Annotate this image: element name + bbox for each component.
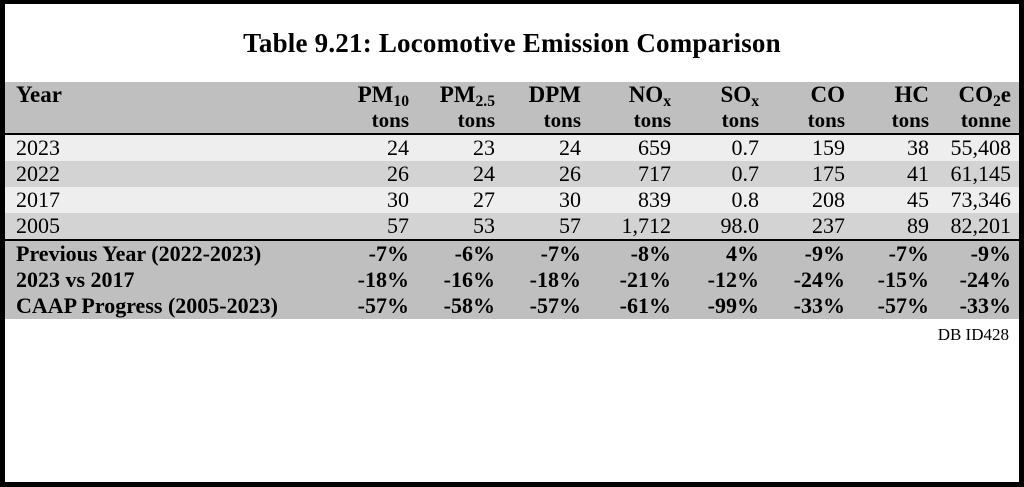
cell-sox: 98.0	[679, 213, 767, 240]
cell-pm10: 57	[335, 213, 417, 240]
table-units-row	[5, 108, 1019, 134]
units-pm25: tons	[417, 108, 503, 134]
header-pm10: $PM_{10}$	[335, 82, 417, 108]
emissions-table	[5, 82, 1019, 319]
table-row	[5, 213, 1019, 240]
summary-sox: -12%	[679, 267, 767, 293]
row-year: 2023	[5, 134, 335, 161]
cell-hc: 89	[853, 213, 937, 240]
summary-pm10: -57%	[335, 293, 417, 319]
summary-sox: -99%	[679, 293, 767, 319]
summary-label: 2023 vs 2017	[5, 267, 335, 293]
summary-co2e: -33%	[937, 293, 1019, 319]
summary-pm25: -58%	[417, 293, 503, 319]
cell-sox: 0.8	[679, 187, 767, 213]
summary-row-previous-year	[5, 240, 1019, 267]
row-year: 2017	[5, 187, 335, 213]
row-year: 2005	[5, 213, 335, 240]
summary-co2e: -9%	[937, 240, 1019, 267]
header-co: CO	[767, 82, 853, 108]
table-header-row	[5, 82, 1019, 108]
summary-co2e: -24%	[937, 267, 1019, 293]
cell-dpm: 24	[503, 134, 589, 161]
title-area	[5, 4, 1019, 82]
cell-co2e: 61,145	[937, 161, 1019, 187]
table-row	[5, 187, 1019, 213]
summary-pm10: -7%	[335, 240, 417, 267]
header-hc: HC	[853, 82, 937, 108]
header-pm25: $PM_{2.5}$	[417, 82, 503, 108]
units-co: tons	[767, 108, 853, 134]
summary-row-2023-vs-2017	[5, 267, 1019, 293]
summary-label: Previous Year (2022-2023)	[5, 240, 335, 267]
cell-dpm: 30	[503, 187, 589, 213]
cell-pm25: 24	[417, 161, 503, 187]
cell-nox: 1,712	[589, 213, 679, 240]
cell-hc: 41	[853, 161, 937, 187]
summary-hc: -15%	[853, 267, 937, 293]
row-year: 2022	[5, 161, 335, 187]
cell-co2e: 73,346	[937, 187, 1019, 213]
cell-sox: 0.7	[679, 134, 767, 161]
cell-pm10: 24	[335, 134, 417, 161]
cell-sox: 0.7	[679, 161, 767, 187]
cell-pm10: 26	[335, 161, 417, 187]
summary-hc: -57%	[853, 293, 937, 319]
summary-pm10: -18%	[335, 267, 417, 293]
cell-dpm: 57	[503, 213, 589, 240]
cell-nox: 659	[589, 134, 679, 161]
cell-co: 208	[767, 187, 853, 213]
cell-nox: 839	[589, 187, 679, 213]
cell-pm25: 27	[417, 187, 503, 213]
units-spacer	[5, 108, 335, 134]
summary-label: CAAP Progress (2005-2023)	[5, 293, 335, 319]
units-sox: tons	[679, 108, 767, 134]
cell-nox: 717	[589, 161, 679, 187]
cell-pm10: 30	[335, 187, 417, 213]
cell-co: 237	[767, 213, 853, 240]
summary-pm25: -6%	[417, 240, 503, 267]
summary-dpm: -7%	[503, 240, 589, 267]
cell-hc: 38	[853, 134, 937, 161]
cell-dpm: 26	[503, 161, 589, 187]
summary-co: -9%	[767, 240, 853, 267]
summary-dpm: -18%	[503, 267, 589, 293]
cell-pm25: 53	[417, 213, 503, 240]
units-dpm: tons	[503, 108, 589, 134]
summary-hc: -7%	[853, 240, 937, 267]
summary-nox: -61%	[589, 293, 679, 319]
units-co2e: tonne	[937, 108, 1019, 134]
summary-dpm: -57%	[503, 293, 589, 319]
page-title: Table 9.21: Locomotive Emission Comparison	[243, 27, 781, 58]
cell-pm25: 23	[417, 134, 503, 161]
units-hc: tons	[853, 108, 937, 134]
header-year: Year	[5, 82, 335, 108]
header-sox: $SO_x$	[679, 82, 767, 108]
summary-nox: -8%	[589, 240, 679, 267]
units-nox: tons	[589, 108, 679, 134]
table-row	[5, 161, 1019, 187]
summary-sox: 4%	[679, 240, 767, 267]
cell-co: 159	[767, 134, 853, 161]
summary-pm25: -16%	[417, 267, 503, 293]
units-pm10: tons	[335, 108, 417, 134]
summary-co: -33%	[767, 293, 853, 319]
summary-row-caap-progress	[5, 293, 1019, 319]
cell-co: 175	[767, 161, 853, 187]
db-id-footer: DB ID428	[5, 319, 1019, 345]
table-row	[5, 134, 1019, 161]
cell-co2e: 82,201	[937, 213, 1019, 240]
summary-co: -24%	[767, 267, 853, 293]
header-nox: $NO_x$	[589, 82, 679, 108]
summary-nox: -21%	[589, 267, 679, 293]
header-co2e: $CO_2e$	[937, 82, 1019, 108]
cell-co2e: 55,408	[937, 134, 1019, 161]
header-dpm: DPM	[503, 82, 589, 108]
cell-hc: 45	[853, 187, 937, 213]
